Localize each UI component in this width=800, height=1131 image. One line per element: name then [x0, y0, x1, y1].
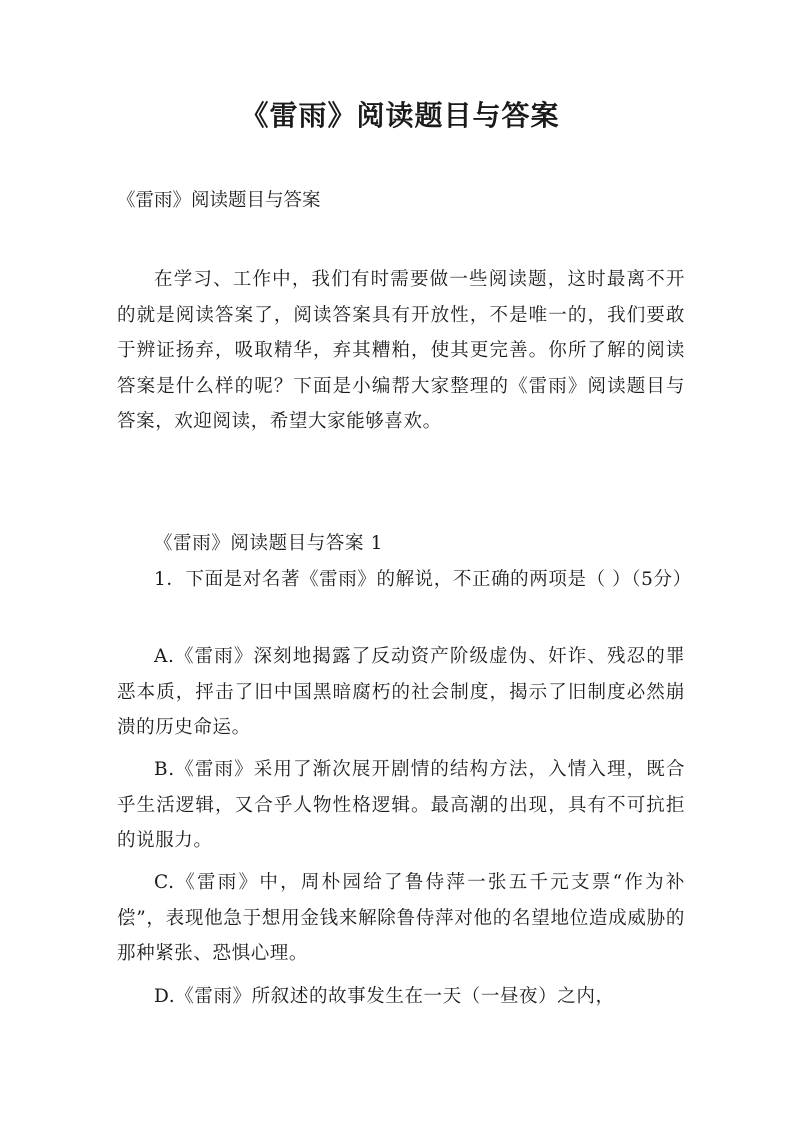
section-heading: 《雷雨》阅读题目与答案 1	[154, 533, 383, 554]
option-a: A.《雷雨》深刻地揭露了反动资产阶级虚伪、奸诈、残忍的罪恶本质，抨击了旧中国黑暗腐朽的社会制度，揭示了旧制度必然崩溃的历史命运。	[117, 646, 685, 738]
intro-paragraph: 在学习、工作中，我们有时需要做一些阅读题，这时最离不开的就是阅读答案了，阅读答案具有开放性，不是唯一的，我们要敢于辨证扬弃，吸取精华，弃其糟粕，使其更完善。你所了解的阅读答案是什么样的呢？下面是小编帮大家整理的《雷雨》阅读题目与答案，欢迎阅读，希望大家能够喜欢。	[117, 269, 685, 432]
option-b: B.《雷雨》采用了渐次展开剧情的结构方法，入情入理，既合乎生活逻辑，又合乎人物性格逻辑。最高潮的出现，具有不可抗拒的说服力。	[117, 759, 685, 851]
document-title: 《雷雨》阅读题目与答案	[240, 99, 560, 132]
option-c: C.《雷雨》中，周朴园给了鲁侍萍一张五千元支票“作为补偿”，表现他急于想用金钱来解除鲁侍萍对他的名望地位造成威胁的那种紧张、恐惧心理。	[117, 872, 685, 964]
option-d: D.《雷雨》所叙述的故事发生在一天（一昼夜）之内，	[154, 986, 615, 1007]
document-subtitle: 《雷雨》阅读题目与答案	[117, 190, 321, 211]
question-1: 1．下面是对名著《雷雨》的解说，不正确的两项是（ ）（5分）	[154, 569, 692, 590]
